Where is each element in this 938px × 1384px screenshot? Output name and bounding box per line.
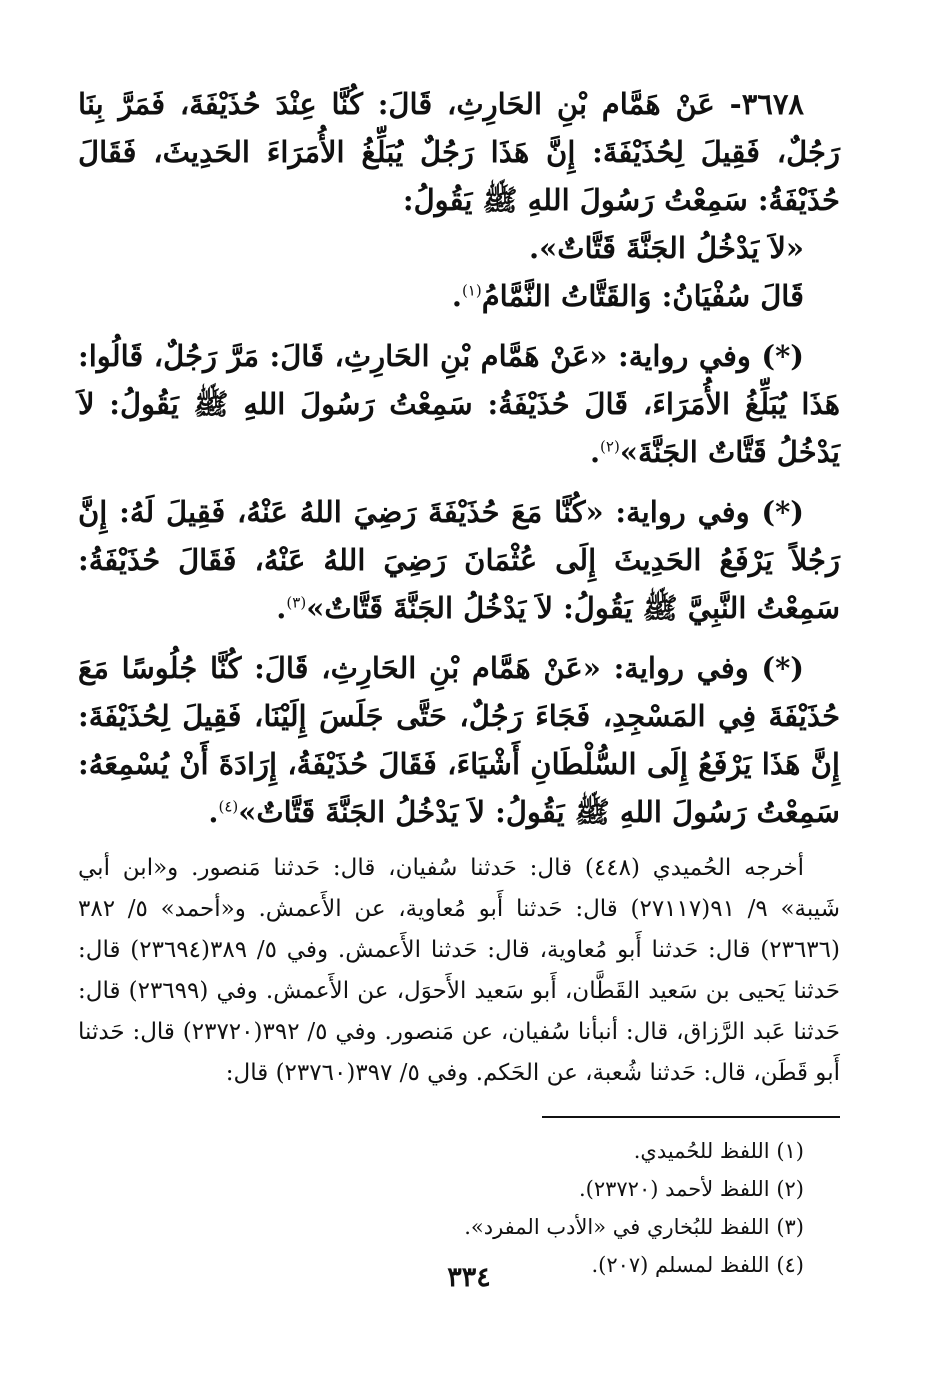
footnote-ref-3[interactable]: (٣) [286,593,307,612]
riwaya-2-end: . [589,435,601,469]
footnote-ref-4[interactable]: (٤) [218,797,239,816]
riwaya-3-end: . [276,591,287,625]
sufyan-end: . [451,279,462,313]
sufyan-comment [78,272,840,320]
takhrij-text: أخرجه الحُميدي (٤٤٨) قال: حَدثنا سُفيان، قال: حَدثنا مَنصور. و«ابن أبي شَيبة» ٩/ ٩١(٢٧١١٧) قال: حَدثنا أَبو مُعاوية، عن الأَعمش. و«أحمد» ٥/ ٣٨٢ (٢٣٦٣٦) قال: حَدثنا أَبو مُعاوية، قال: حَدثنا الأَعمش. وفي ٥/ ٣٨٩(٢٣٦٩٤) قال: حَدثنا يَحيى بن سَعيد القَطَّان، أَبو سَعيد الأَحوَل، عن الأَعمش. وفي (٢٣٦٩٩) قال: حَدثنا عَبد الرَّزاق، قال: أنبأنا سُفيان، عن مَنصور. وفي ٥/ ٣٩٢(٢٣٧٢٠) قال: حَدثنا أَبو قَطَن، قال: حَدثنا شُعبة، عن الحَكم. وفي ٥/ ٣٩٧(٢٣٧٦٠) قال: [78,855,841,1086]
hadith-number: ٣٦٧٨- [729,87,804,121]
takhrij-section [78,848,840,1094]
footnote-2: (٢) اللفظ لأحمد (٢٣٧٢٠). [578,1177,804,1201]
page-number: ٣٣٤ [447,1262,491,1293]
riwaya-paragraph-4 [78,644,840,836]
riwaya-4-text: (*) وفي رواية: «عَنْ هَمَّام بْنِ الحَارِثِ، قَالَ: كُنَّا جُلُوسًا مَعَ حُذَيْفَةَ فِي المَسْجِدِ، فَجَاءَ رَجُلٌ، حَتَّى جَلَسَ إِلَيْنَا، فَقِيلَ لِحُذَيْفَةَ: إِنَّ هَذَا يَرْفَعُ إِلَى السُّلْطَانِ أَشْيَاءَ، فَقَالَ حُذَيْفَةُ، إِرَادَةَ أَنْ يُسْمِعَهُ: سَمِعْتُ رَسُولَ اللهِ ﷺ يَقُولُ: لاَ يَدْخُلُ الجَنَّةَ قَتَّاتٌ» [78,651,840,829]
footnote-3: (٣) اللفظ للبُخاري في «الأدب المفرد». [464,1215,804,1239]
footnote-rule [542,1116,840,1118]
hadith-text: عَنْ هَمَّام بْنِ الحَارِثِ، قَالَ: كُنَّا عِنْدَ حُذَيْفَةَ، فَمَرَّ بِنَا رَجُلٌ، فَقِيلَ لِحُذَيْفَةَ: إِنَّ هَذَا رَجُلٌ يُبَلِّغُ الأُمَرَاءَ الحَدِيثَ، فَقَالَ حُذَيْفَةُ: سَمِعْتُ رَسُولَ اللهِ ﷺ يَقُولُ: [78,87,840,217]
footnote-ref-1[interactable]: (١) [461,281,482,300]
riwaya-paragraph-3 [78,488,840,632]
hadith-body [78,80,840,836]
riwaya-4-end: . [208,795,219,829]
footnote-ref-2[interactable]: (٢) [600,437,620,456]
footnote-1: (١) اللفظ للحُميدي. [633,1139,804,1163]
footnote-separator [78,1116,840,1118]
hadith-paragraph-1 [78,80,840,224]
footnote-4: (٤) اللفظ لمسلم (٢٠٧). [591,1253,804,1277]
riwaya-3-text: (*) وفي رواية: «كُنَّا مَعَ حُذَيْفَةَ رَضِيَ اللهُ عَنْهُ، فَقِيلَ لَهُ: إِنَّ رَجُلاً يَرْفَعُ الحَدِيثَ إِلَى عُثْمَانَ رَضِيَ اللهُ عَنْهُ، فَقَالَ حُذَيْفَةُ: سَمِعْتُ النَّبِيَّ ﷺ يَقُولُ: لاَ يَدْخُلُ الجَنَّةَ قَتَّاتٌ» [78,495,840,625]
riwaya-2-text: (*) وفي رواية: «عَنْ هَمَّام بْنِ الحَارِثِ، قَالَ: مَرَّ رَجُلٌ، قَالُوا: هَذَا يُبَلِّغُ الأُمَرَاءَ، قَالَ حُذَيْفَةُ: سَمِعْتُ رَسُولَ اللهِ ﷺ يَقُولُ: لاَ يَدْخُلُ قَتَّاتٌ الجَنَّةَ» [78,339,840,469]
sufyan-text: قَالَ سُفْيَانُ: وَالقَتَّاتُ النَّمَّامُ [481,279,804,313]
book-page [78,80,840,1370]
riwaya-paragraph-2 [78,332,840,476]
hadith-quote: «لاَ يَدْخُلُ الجَنَّةَ قَتَّاتٌ». [528,231,804,265]
